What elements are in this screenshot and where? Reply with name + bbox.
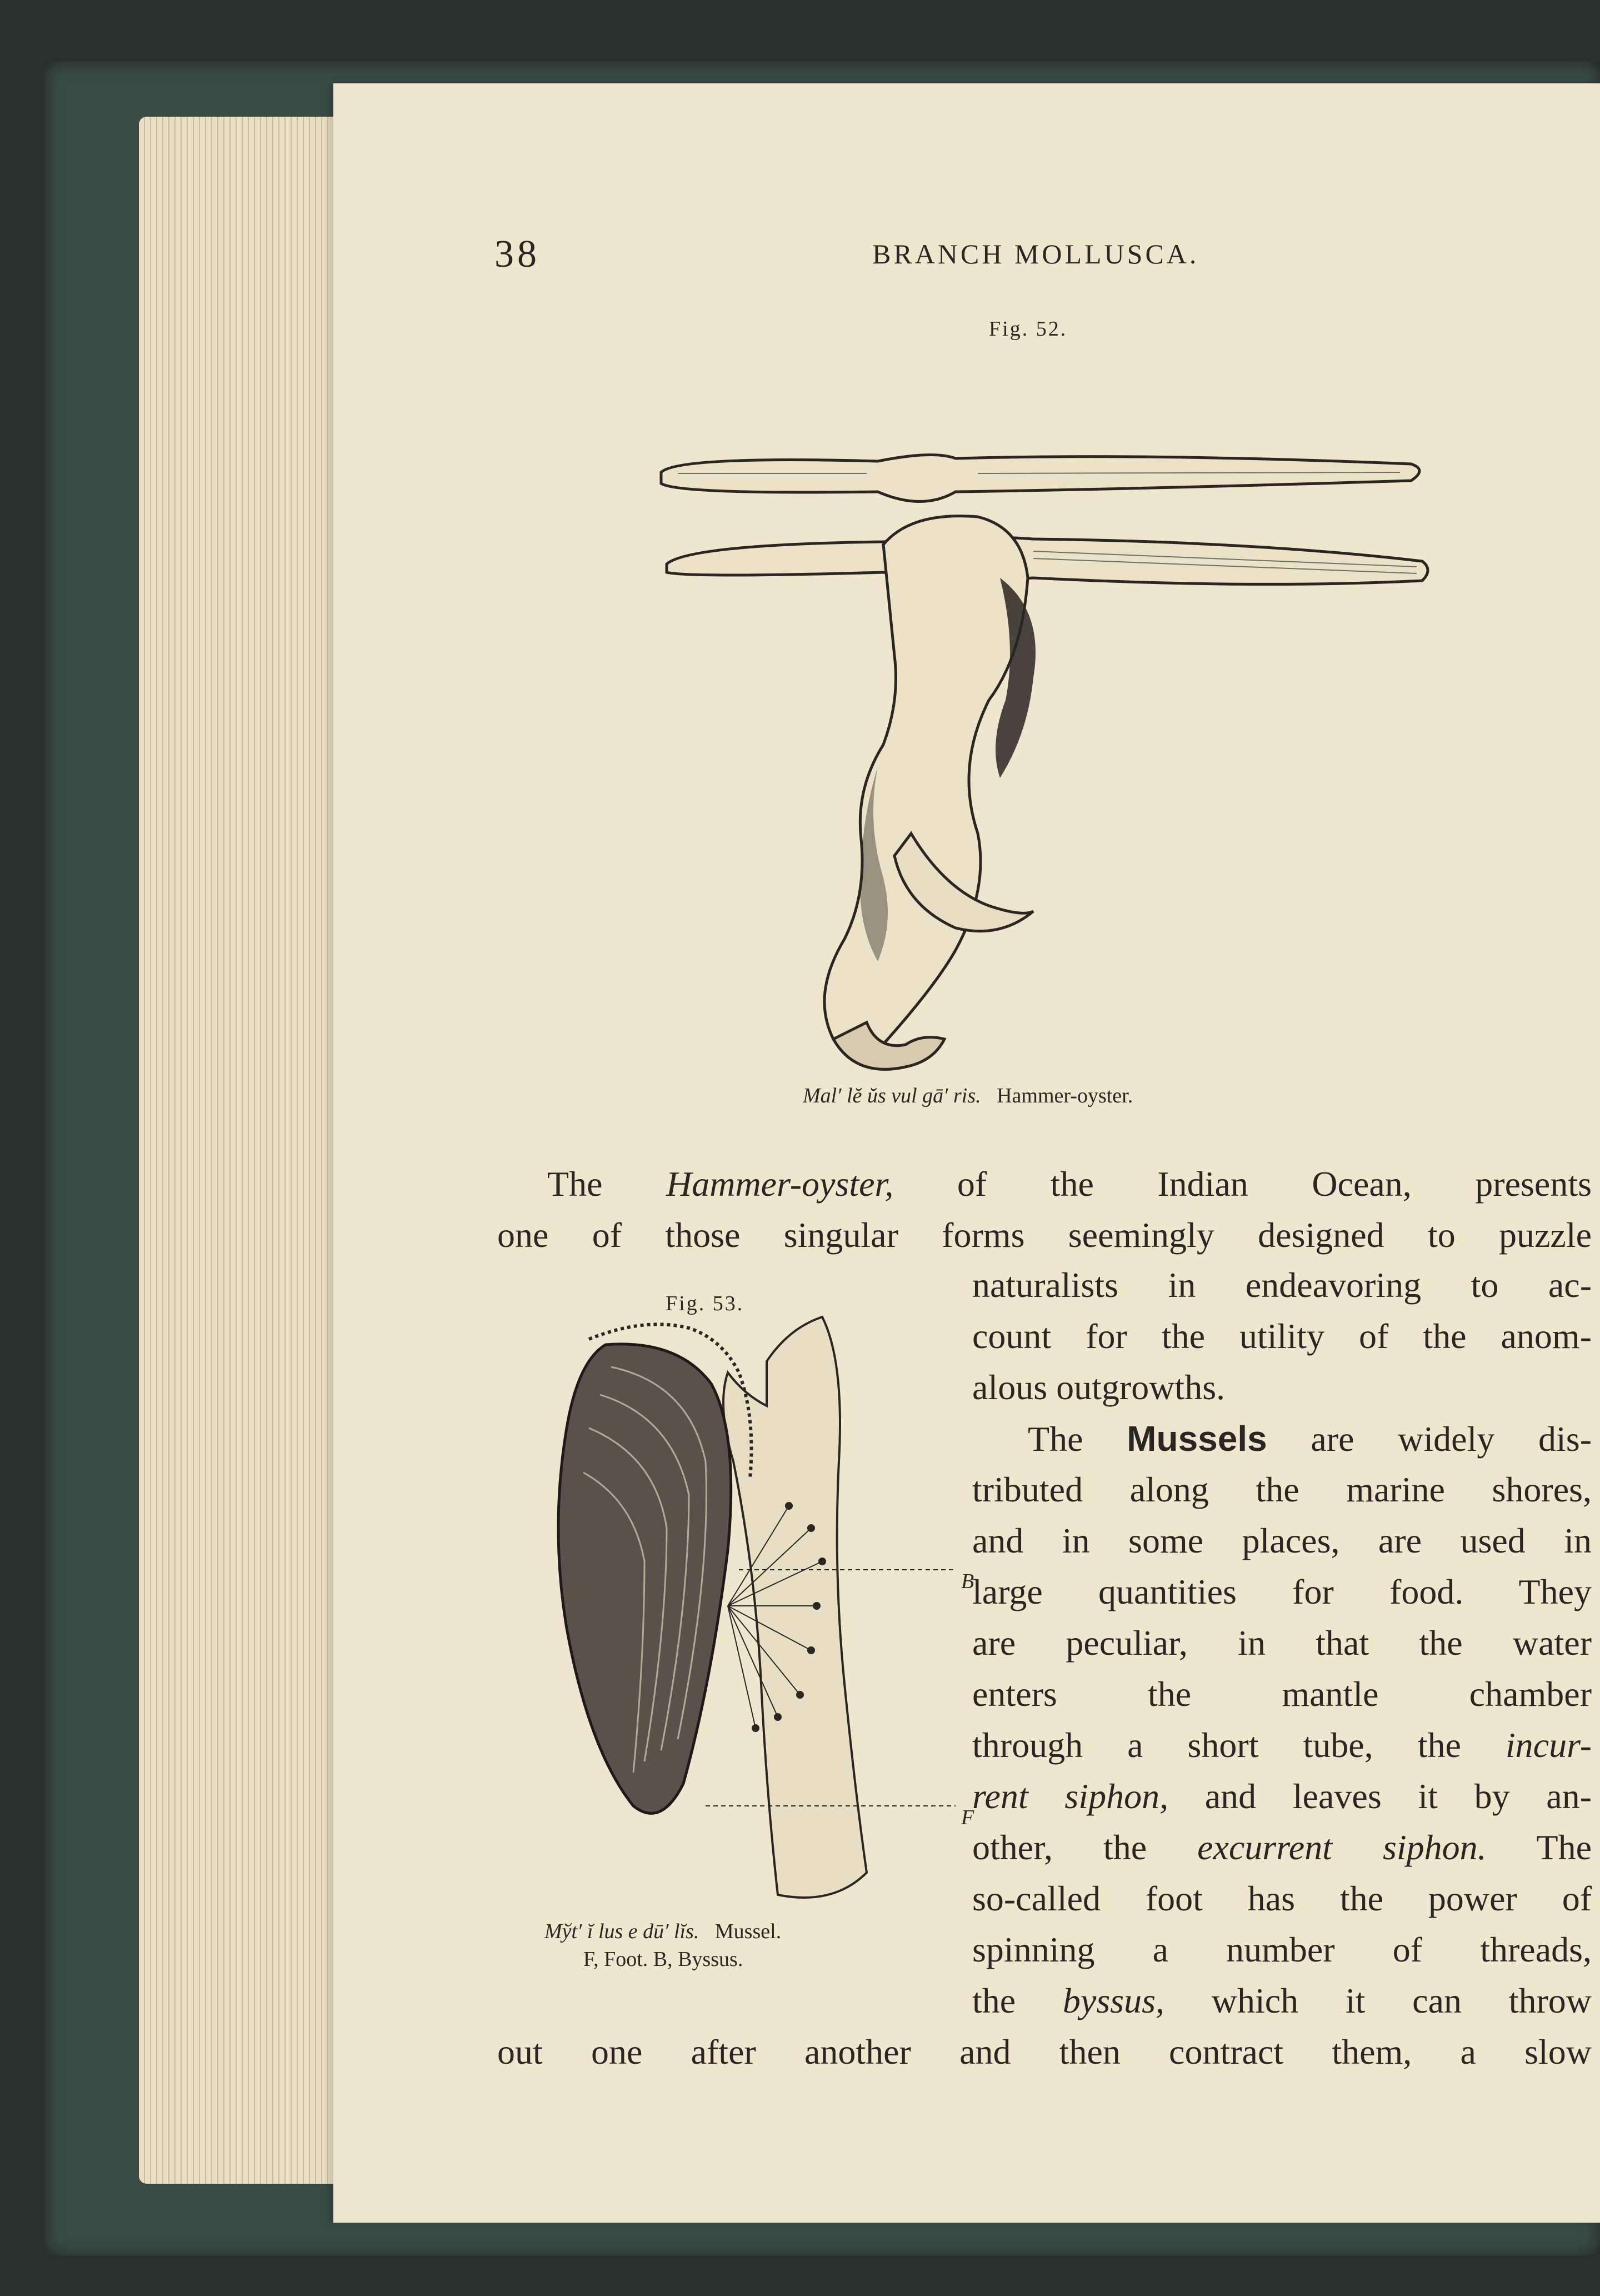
text-line: and in some places, are used in <box>972 1521 1592 1560</box>
text-line: count for the utility of the anom- <box>972 1316 1592 1356</box>
mussel-illustration <box>478 1295 1033 1906</box>
fig-52-label: Fig. 52. <box>989 317 1068 341</box>
text-line: naturalists in endeavoring to ac- <box>972 1265 1592 1305</box>
byssus-marker: B <box>961 1570 974 1593</box>
fig-53-scientific-name: Mўt′ ĭ lus e dū′ lĭs. <box>544 1920 699 1943</box>
text-run: The <box>547 1164 603 1204</box>
fig-53-common-name: Mussel. <box>714 1920 782 1943</box>
text-line: large quantities for food. They <box>972 1572 1592 1611</box>
fig-53-label: Fig. 53. <box>666 1292 744 1315</box>
fig-52-scientific-name: Mal′ lĕ ŭs vul gā′ ris. <box>803 1084 981 1107</box>
foot-marker: F <box>961 1806 974 1829</box>
text-line <box>972 1975 1592 2027</box>
text-line <box>972 1720 1592 1771</box>
text-run-bold: Mussels <box>1127 1419 1267 1459</box>
text-line <box>972 1822 1592 1873</box>
text-run: The <box>1536 1828 1592 1867</box>
text-run: and leaves it by an- <box>1204 1776 1592 1816</box>
fig-52-caption <box>803 1084 1133 1108</box>
text-run: through a short tube, the <box>972 1725 1461 1765</box>
page-number: 38 <box>494 233 540 276</box>
text-run-italic: incur- <box>1505 1725 1592 1765</box>
running-title: BRANCH MOLLUSCA. <box>872 238 1199 269</box>
text-line: enters the mantle chamber <box>972 1674 1592 1714</box>
text-run: the <box>972 1981 1016 2020</box>
text-line <box>547 1159 1592 1210</box>
text-line: one of those singular forms seemingly designed to puzzle <box>497 1215 1592 1255</box>
text-run: other, the <box>972 1828 1147 1867</box>
fig-52-common-name: Hammer-oyster. <box>997 1084 1133 1107</box>
text-line <box>1028 1413 1592 1465</box>
fig-53-legend: F, Foot. B, Byssus. <box>583 1948 743 1971</box>
text-line <box>972 1771 1592 1822</box>
text-line: so-called foot has the power of <box>972 1879 1592 1918</box>
text-run-italic: rent siphon, <box>972 1776 1169 1816</box>
text-line: spinning a number of threads, <box>972 1930 1592 1969</box>
text-run: The <box>1028 1419 1083 1459</box>
text-run: are widely dis- <box>1311 1419 1592 1459</box>
hammer-oyster-illustration <box>644 345 1544 1111</box>
text-run-italic: excurrent siphon. <box>1197 1828 1487 1867</box>
text-run: which it can throw <box>1211 1981 1592 2020</box>
text-line: are peculiar, in that the water <box>972 1623 1592 1663</box>
book-page <box>333 83 1600 2223</box>
text-run: of the Indian Ocean, presents <box>957 1164 1592 1204</box>
text-line: tributed along the marine shores, <box>972 1470 1592 1509</box>
text-line: alous outgrowths. <box>972 1367 1226 1407</box>
text-line: out one after another and then contract them, a slow <box>497 2032 1592 2072</box>
text-run-italic: Hammer-oyster, <box>666 1164 894 1204</box>
text-run-italic: byssus, <box>1062 1981 1165 2020</box>
